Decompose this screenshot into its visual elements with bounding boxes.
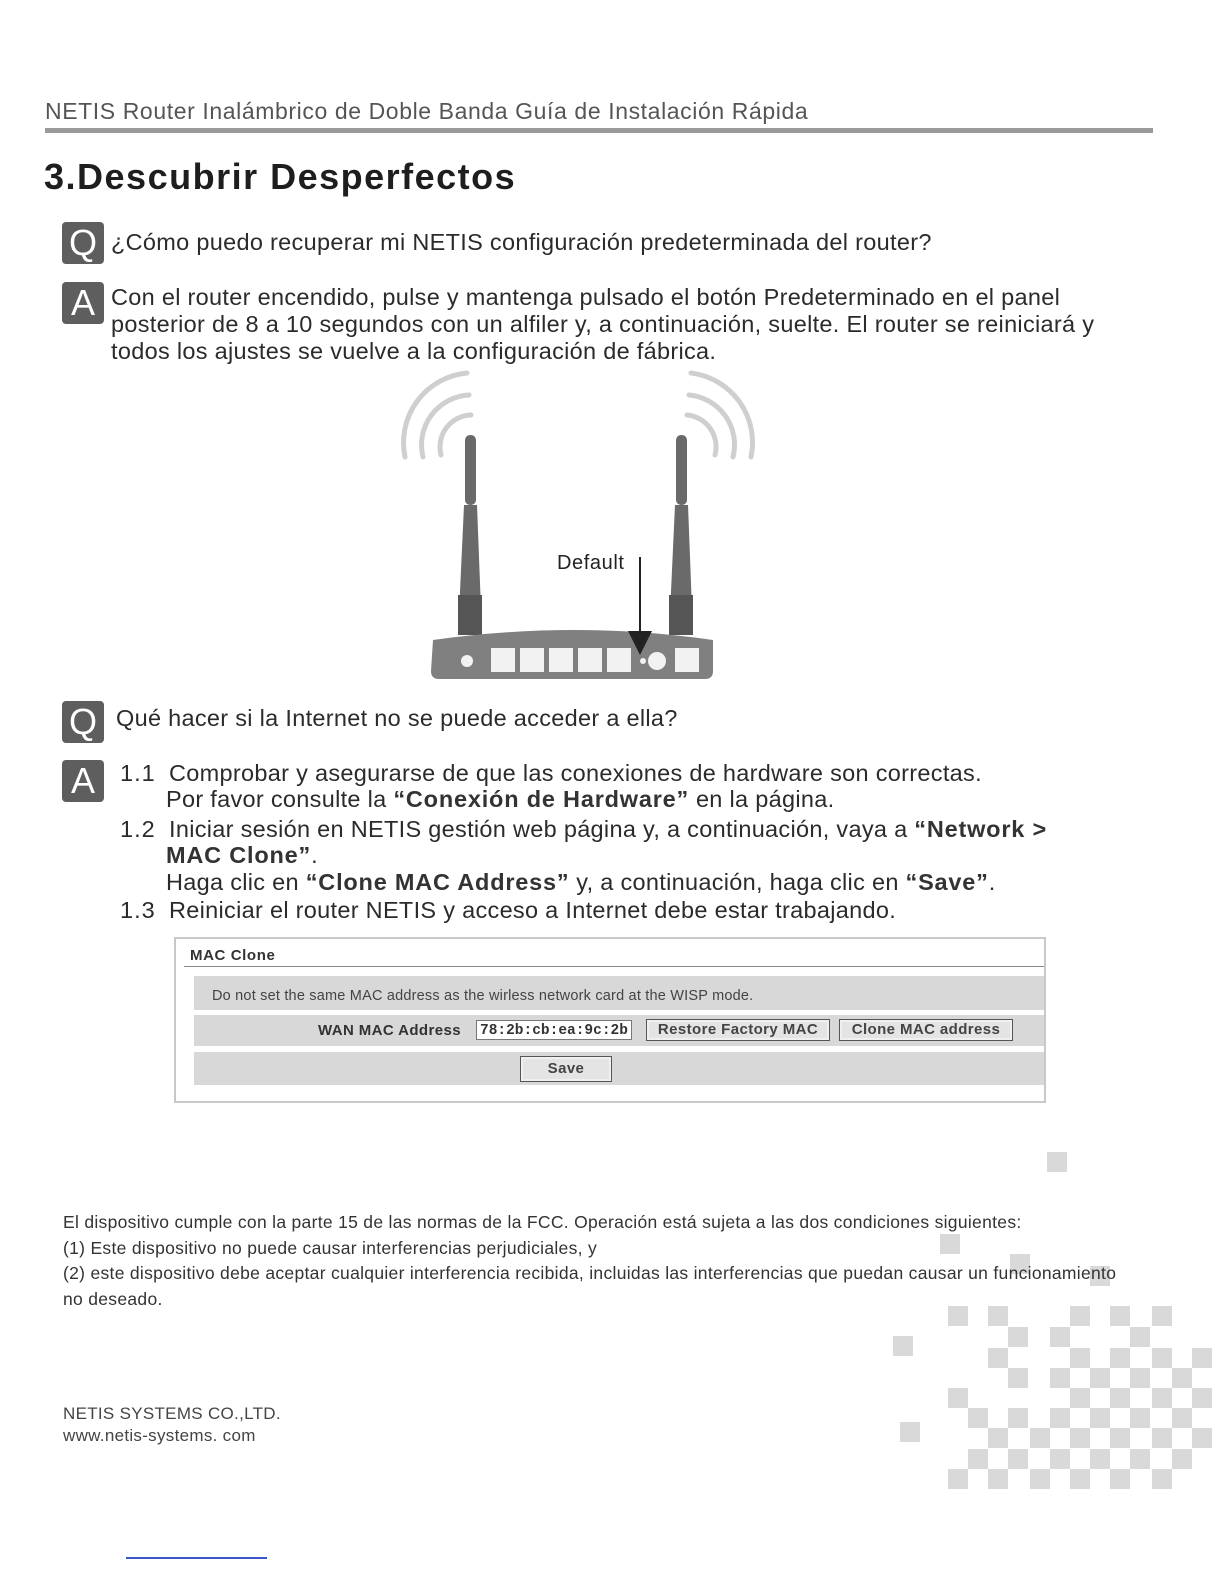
decorative-square <box>1152 1428 1172 1448</box>
decorative-square <box>1130 1368 1150 1388</box>
decorative-square <box>1047 1152 1067 1172</box>
antenna-right <box>669 435 693 635</box>
decorative-square <box>1090 1408 1110 1428</box>
default-reset-hole-icon <box>640 658 646 664</box>
decorative-square <box>1070 1428 1090 1448</box>
mac-clone-panel <box>174 937 1046 1103</box>
step-2-click-instruction <box>166 869 996 896</box>
usb-port-icon <box>675 648 699 672</box>
step-number: 1.3 <box>120 897 156 923</box>
clone-mac-address-button[interactable]: Clone MAC address <box>839 1019 1013 1041</box>
decorative-square <box>988 1469 1008 1489</box>
decorative-square <box>1152 1388 1172 1408</box>
decorative-square <box>1192 1428 1212 1448</box>
ethernet-port-icon <box>520 648 544 672</box>
section-title: 3.Descubrir Desperfectos <box>44 156 517 197</box>
restore-factory-mac-button[interactable]: Restore Factory MAC <box>646 1019 830 1041</box>
wifi-signal-left-icon <box>404 373 471 457</box>
step-text: en la página. <box>689 786 835 812</box>
decorative-square <box>1152 1348 1172 1368</box>
fcc-intro: El dispositivo cumple con la parte 15 de las normas de la FCC. Operación está sujeta a las dos condiciones siguientes: <box>63 1212 1022 1232</box>
faq1-question: ¿Cómo puedo recuperar mi NETIS configuración predeterminada del router? <box>111 229 932 255</box>
step-text: . <box>988 869 996 895</box>
hardware-connection-reference: “Conexión de Hardware” <box>393 786 690 812</box>
decorative-square <box>1090 1368 1110 1388</box>
decorative-square <box>1090 1449 1110 1469</box>
step-text: Por favor consulte la <box>166 786 394 812</box>
decorative-square <box>1130 1449 1150 1469</box>
footer-line <box>126 1557 267 1559</box>
wan-mac-label: WAN MAC Address <box>318 1022 461 1039</box>
clone-mac-reference: “Clone MAC Address” <box>305 869 570 895</box>
header-divider <box>45 128 1153 133</box>
wifi-signal-right-icon <box>687 373 753 457</box>
decorative-square <box>1030 1469 1050 1489</box>
wan-mac-input[interactable]: 78:2b:cb:ea:9c:2b <box>476 1020 632 1040</box>
decorative-square <box>1008 1449 1028 1469</box>
decorative-square <box>1192 1348 1212 1368</box>
router-illustration <box>395 365 765 685</box>
decorative-square <box>1050 1449 1070 1469</box>
panel-title: MAC Clone <box>190 947 276 964</box>
fcc-statement <box>63 1210 1123 1312</box>
fcc-condition-1: (1) Este dispositivo no puede causar interferencias perjudiciales, y <box>63 1237 598 1258</box>
save-row <box>194 1052 1044 1085</box>
save-reference: “Save” <box>905 869 989 895</box>
answer-badge: A <box>62 760 104 802</box>
fcc-condition-2: (2) este dispositivo debe aceptar cualquier interferencia recibida, incluidas las interferencias que puedan causar un funcionamiento no deseado. <box>63 1263 1117 1309</box>
decorative-square <box>1152 1306 1172 1326</box>
company-info <box>63 1403 281 1447</box>
decorative-square <box>1152 1469 1172 1489</box>
decorative-square <box>893 1336 913 1356</box>
decorative-square <box>1110 1428 1130 1448</box>
wps-button-icon <box>648 652 666 670</box>
decorative-square <box>1110 1388 1130 1408</box>
decorative-square <box>1130 1408 1150 1428</box>
decorative-square <box>1030 1428 1050 1448</box>
ethernet-port-icon <box>549 648 573 672</box>
network-menu-reference: “Network > <box>914 816 1047 842</box>
step-number: 1.1 <box>120 760 156 786</box>
decorative-square <box>1008 1327 1028 1347</box>
ethernet-port-icon <box>607 648 631 672</box>
step-1-text: Comprobar y asegurarse de que las conexiones de hardware son correctas. <box>169 760 982 786</box>
antenna-left <box>458 435 482 635</box>
power-port-icon <box>461 655 473 667</box>
step-text: . <box>311 842 318 868</box>
faq2-question: Qué hacer si la Internet no se puede acceder a ella? <box>116 705 678 731</box>
decorative-square <box>1070 1469 1090 1489</box>
step-2-text <box>169 816 1047 843</box>
ethernet-port-icon <box>578 648 602 672</box>
wan-mac-row <box>194 1015 1044 1046</box>
decorative-square <box>1110 1469 1130 1489</box>
company-name: NETIS SYSTEMS CO.,LTD. <box>63 1404 281 1423</box>
question-badge: Q <box>62 222 104 264</box>
step-text: Haga clic en <box>166 869 306 895</box>
decorative-square <box>1008 1368 1028 1388</box>
decorative-square <box>900 1422 920 1442</box>
step-text: y, a continuación, haga clic en <box>569 869 906 895</box>
decorative-square <box>1110 1348 1130 1368</box>
mac-notice: Do not set the same MAC address as the wirless network card at the WISP mode. <box>212 988 754 1004</box>
step-2-continued <box>166 842 318 869</box>
notice-row <box>194 976 1044 1010</box>
decorative-square <box>1070 1388 1090 1408</box>
decorative-square <box>1172 1368 1192 1388</box>
document-header: NETIS Router Inalámbrico de Doble Banda Guía de Instalación Rápida <box>45 98 809 124</box>
company-website: www.netis-systems. com <box>63 1426 256 1445</box>
panel-divider <box>184 966 1044 967</box>
decorative-square <box>1050 1408 1070 1428</box>
decorative-square <box>1172 1408 1192 1428</box>
decorative-square <box>988 1428 1008 1448</box>
decorative-square <box>1192 1388 1212 1408</box>
faq1-answer: Con el router encendido, pulse y mantenga pulsado el botón Predeterminado en el panel posterior de 8 a 10 segundos con un alfiler y, a continuación, suelte. El router se reiniciará y todos los ajustes se vuelve a la configuración de fábrica. <box>111 284 1095 364</box>
step-3-text: Reiniciar el router NETIS y acceso a Internet debe estar trabajando. <box>169 897 897 923</box>
mac-clone-reference: MAC Clone” <box>166 842 312 868</box>
decorative-square <box>1008 1408 1028 1428</box>
default-label: Default <box>557 552 625 574</box>
decorative-square <box>1050 1368 1070 1388</box>
step-number: 1.2 <box>120 816 156 842</box>
decorative-square <box>1130 1327 1150 1347</box>
decorative-square <box>968 1449 988 1469</box>
step-text: Iniciar sesión en NETIS gestión web página y, a continuación, vaya a <box>169 816 915 842</box>
answer-badge: A <box>62 282 104 324</box>
decorative-square <box>948 1388 968 1408</box>
decorative-square <box>1172 1449 1192 1469</box>
step-1-reference <box>166 786 834 813</box>
decorative-square <box>988 1348 1008 1368</box>
decorative-square <box>1070 1348 1090 1368</box>
save-button[interactable]: Save <box>520 1056 612 1082</box>
ethernet-port-icon <box>491 648 515 672</box>
decorative-square <box>948 1469 968 1489</box>
decorative-square <box>1050 1327 1070 1347</box>
question-badge: Q <box>62 701 104 743</box>
decorative-square <box>968 1408 988 1428</box>
